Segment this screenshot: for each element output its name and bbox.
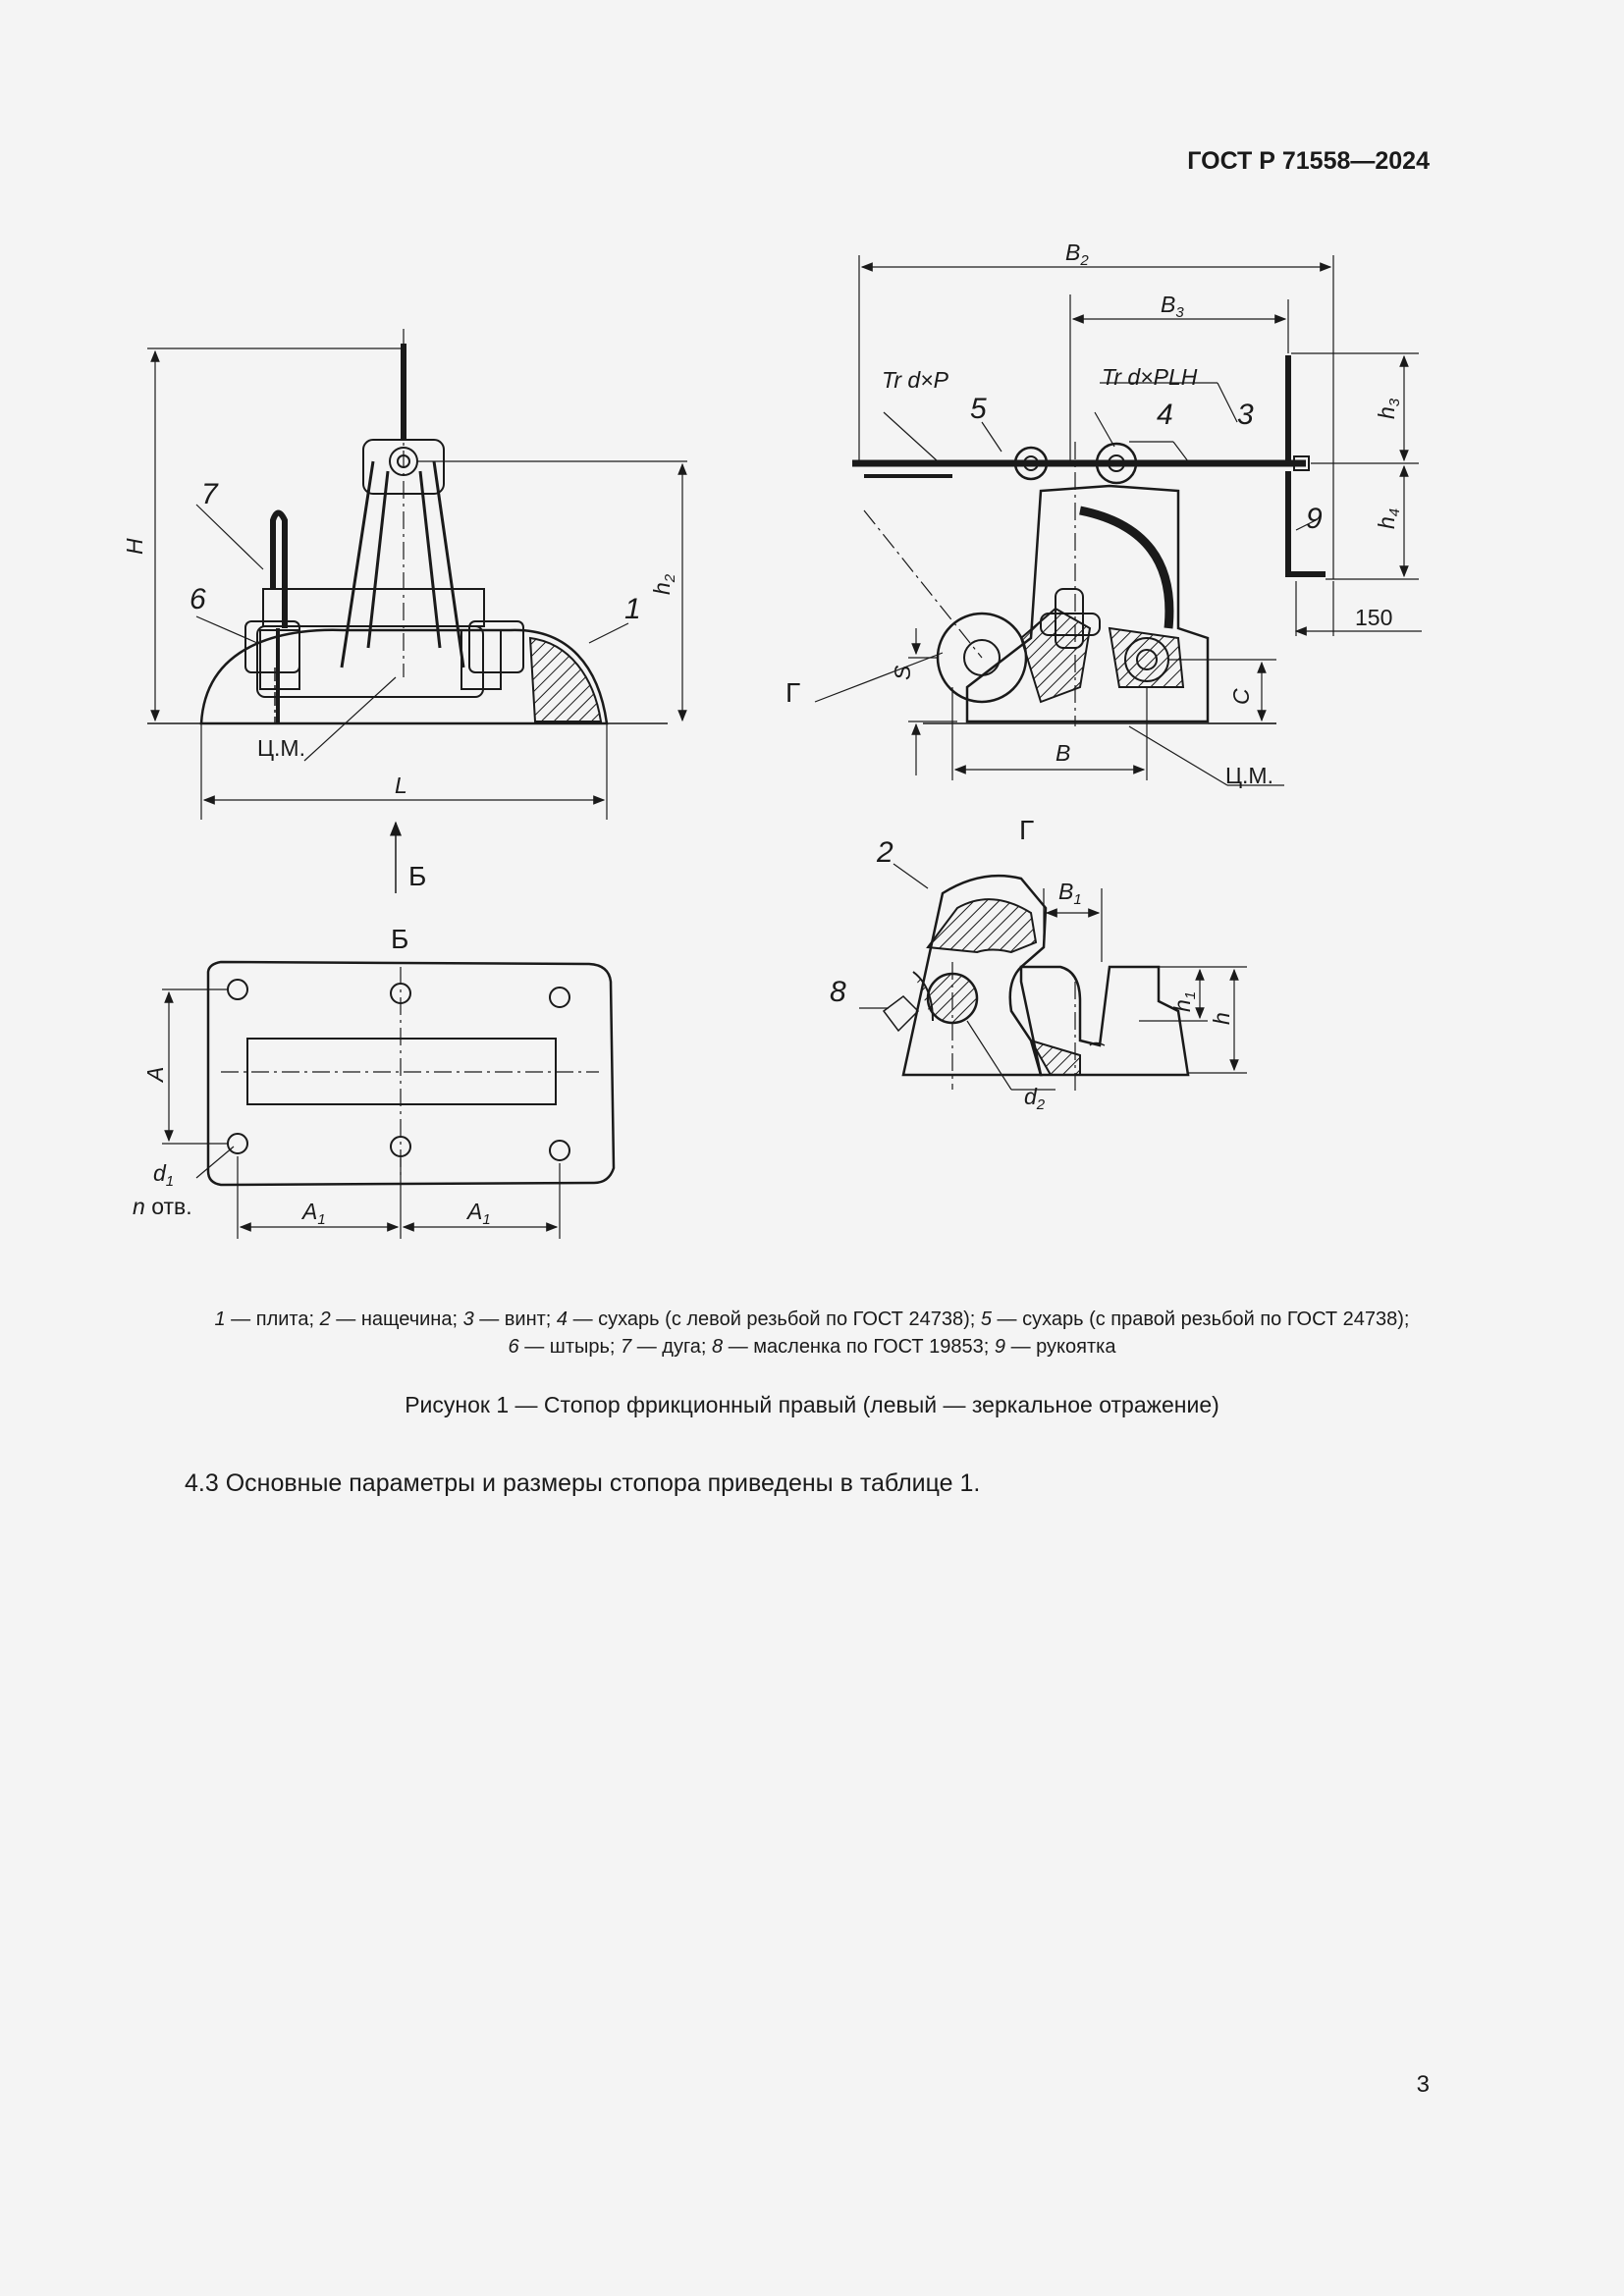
callout-9: 9	[1306, 503, 1323, 535]
label-cm-side: Ц.М.	[1225, 763, 1273, 788]
callout-5: 5	[970, 393, 987, 425]
label-h2: $h_2$	[649, 573, 678, 595]
view-b-plan	[162, 962, 614, 1239]
label-150: 150	[1355, 605, 1393, 630]
label-d2: $d_2$	[1024, 1084, 1046, 1113]
legend-line-1: 1 — плита; 2 — нащечина; 3 — винт; 4 — сухарь (с левой резьбой по ГОСТ 24738); 5 — сухарь (с правой резьбой по ГОСТ 24738);	[214, 1308, 1410, 1330]
callout-4: 4	[1157, 399, 1173, 431]
label-h: h	[1209, 1012, 1234, 1025]
label-H: H	[122, 538, 147, 555]
label-tr-dp: Tr d×P	[882, 367, 948, 393]
callout-3: 3	[1237, 399, 1254, 431]
label-B1: $B_1$	[1058, 879, 1082, 908]
label-B: B	[1056, 740, 1071, 766]
label-view-arrow-b: Б	[408, 861, 427, 891]
label-A: A	[142, 1066, 168, 1082]
label-d1: $d_1$	[153, 1160, 175, 1190]
label-h1: $h_1$	[1169, 990, 1199, 1012]
label-B3: $B_3$	[1161, 292, 1184, 321]
callout-2: 2	[877, 836, 893, 869]
label-A1-right: $A_1$	[467, 1199, 491, 1228]
label-C: C	[1228, 688, 1254, 705]
label-S: S	[890, 665, 915, 680]
callout-6: 6	[189, 583, 206, 615]
label-view-g: Г	[1019, 815, 1035, 845]
callout-7: 7	[201, 478, 218, 510]
figure-title: Рисунок 1 — Стопор фрикционный правый (левый — зеркальное отражение)	[405, 1392, 1219, 1417]
label-view-b: Б	[391, 924, 409, 954]
callout-8: 8	[830, 976, 846, 1008]
side-view	[815, 255, 1422, 785]
label-g-pointer: Г	[785, 677, 801, 708]
section-g	[859, 864, 1247, 1095]
label-cm-front: Ц.М.	[257, 735, 305, 761]
legend-line-2: 6 — штырь; 7 — дуга; 8 — масленка по ГОСТ 19853; 9 — рукоятка	[508, 1336, 1116, 1358]
callout-1: 1	[624, 593, 641, 625]
label-L: L	[395, 773, 407, 798]
label-h4: $h_4$	[1374, 507, 1403, 529]
label-tr-dplh: Tr d×PLH	[1102, 364, 1198, 390]
page-number: 3	[1416, 2071, 1430, 2098]
label-A1-left: $A_1$	[302, 1199, 326, 1228]
label-h3: $h_3$	[1374, 398, 1403, 419]
document-standard-number: ГОСТ Р 71558—2024	[1187, 147, 1430, 175]
label-n-holes: n отв.	[133, 1194, 192, 1219]
paragraph-4-3: 4.3 Основные параметры и размеры стопора приведены в таблице 1.	[185, 1469, 981, 1497]
label-B2: $B_2$	[1065, 240, 1089, 269]
front-view	[147, 329, 687, 893]
